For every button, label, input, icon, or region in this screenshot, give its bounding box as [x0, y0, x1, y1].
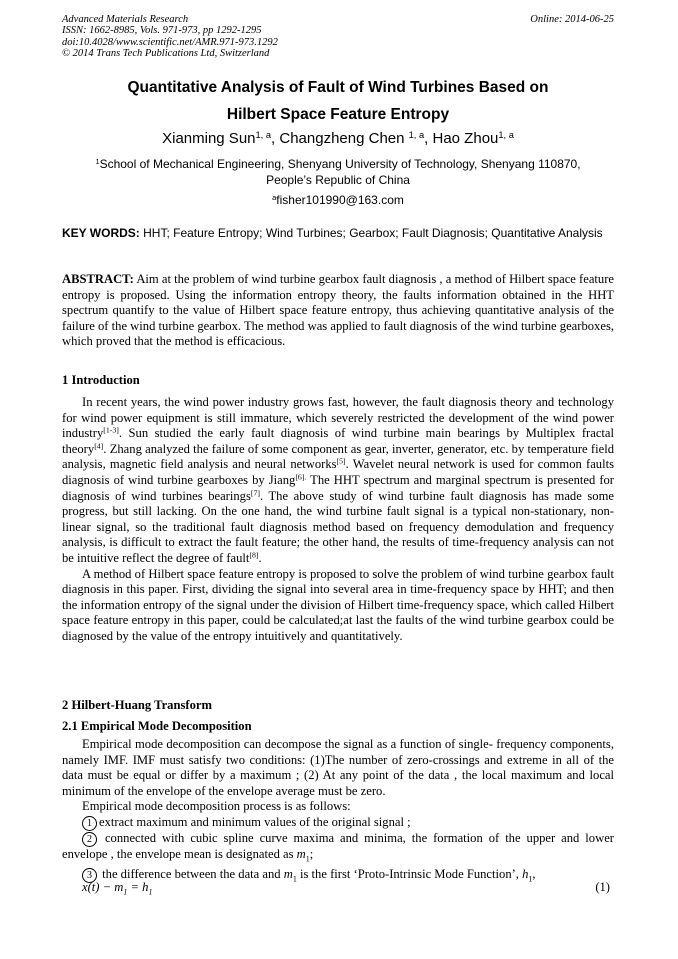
- journal-name: Advanced Materials Research: [62, 14, 189, 25]
- keywords: [62, 226, 614, 241]
- author-name: Changzheng Chen: [279, 130, 409, 147]
- emd-paragraph: Empirical mode decomposition can decompose the signal as a function of single- frequency components, namely IMF. IMF must satisfy two conditions: (1)The number of zero-crossings and extreme in all of the data must be equal or differ by a maximum ; (2) At any point of the data , the local maximum and local minimum of the envelope of the envelope average must be zero.: [62, 737, 614, 798]
- online-date: Online: 2014-06-25: [530, 14, 614, 25]
- author-name: Xianming Sun: [162, 130, 256, 147]
- section-2-body: [62, 737, 614, 887]
- author-list: [62, 130, 614, 147]
- citation: [1-3]: [103, 425, 119, 435]
- math-subscript: 1: [305, 854, 310, 864]
- text-run: . Sun studied the early fault diagnosis of wind turbine main bearings by Multiplex fractal theory: [62, 426, 614, 456]
- emd-steps: [62, 815, 614, 887]
- abstract-text: Aim at the problem of wind turbine gearbox fault diagnosis , a method of Hilbert space feature entropy is proposed. Using the information entropy theory, the faults information obtained in the HHT spectrum quantify to the value of Hilbert space feature entropy, thus achieving quantitative analysis of the failure of the wind turbine gearbox. The method was applied to fault diagnosis of the wind turbine gearboxes, which proved that the method is efficacious.: [62, 272, 614, 349]
- journal-header: [62, 14, 614, 60]
- author-separator: ,: [424, 130, 433, 147]
- keywords-text: HHT; Feature Entropy; Wind Turbines; Gearbox; Fault Diagnosis; Quantitative Analysis: [139, 226, 603, 240]
- text-run: . Wavelet neural network is used for common faults diagnosis of wind turbine gearboxes by Jiang: [62, 457, 614, 487]
- abstract-label: ABSTRACT:: [62, 272, 134, 286]
- affiliation-line2: People’s Republic of China: [266, 173, 410, 187]
- citation: [7]: [250, 488, 260, 498]
- equation-number: (1): [595, 880, 610, 894]
- text-run: The HHT spectrum and marginal spectrum is presented for diagnosis of wind turbines bearings: [62, 472, 615, 503]
- copyright-line: © 2014 Trans Tech Publications Ltd, Switzerland: [62, 48, 270, 60]
- affiliation-line1: School of Mechanical Engineering, Shenyang University of Technology, Shenyang 110870,: [99, 157, 581, 171]
- author-name: Hao Zhou: [432, 130, 499, 147]
- affiliation-mark: 1: [95, 156, 100, 166]
- step-text: ;: [309, 846, 314, 861]
- step-number-circle: 3: [82, 868, 97, 883]
- equation-body: $x(t) - m_1 = h_1$: [82, 880, 153, 897]
- issn-line: ISSN: 1662-8985, Vols. 971-973, pp 1292-1295: [62, 25, 262, 37]
- step-text: extract maximum and minimum values of the original signal ;: [99, 814, 411, 829]
- text-run: .: [258, 550, 262, 565]
- paper-title-line1: Quantitative Analysis of Fault of Wind Turbines Based on: [127, 79, 549, 96]
- intro-paragraph-2: A method of Hilbert space feature entropy is proposed to solve the problem of wind turbine gearbox fault diagnosis in this paper. First, dividing the signal into several area in time-frequency space by HHT; and then the information entropy of the signal under the division of Hilbert time-frequency space, which called Hilbert space feature entropy in this paper, could be calculated;at last the faults of the wind turbine gearbox could be diagnosed by the value of the entropy intuitively and quantitatively.: [62, 566, 614, 643]
- emd-process-intro: Empirical mode decomposition process is as follows:: [82, 799, 351, 814]
- step-number-circle: 1: [82, 816, 97, 831]
- author-email: fisher101990@163.com: [276, 193, 404, 207]
- section-1-heading: 1 Introduction: [62, 373, 140, 387]
- equation-1: [62, 880, 614, 897]
- section-1-body: [62, 395, 614, 645]
- paper-title-line2: Hilbert Space Feature Entropy: [226, 106, 450, 123]
- subsection-2-1-heading: 2.1 Empirical Mode Decomposition: [62, 719, 252, 733]
- math-variable: m: [296, 846, 306, 861]
- emd-step: [62, 815, 614, 831]
- keywords-label: KEY WORDS:: [62, 226, 140, 240]
- step-text: ,: [532, 867, 536, 882]
- citation: [6].: [295, 472, 307, 482]
- step-text: connected with cubic spline curve maxima and minima, the formation of the upper and lower envelope , the envelope mean is designated as: [62, 830, 614, 861]
- emd-step: [62, 831, 614, 867]
- abstract: [62, 272, 614, 350]
- author-separator: ,: [271, 130, 280, 147]
- intro-paragraph-1: [62, 395, 614, 567]
- email-mark: a: [272, 192, 277, 202]
- text-run: In recent years, the wind power industry grows fast, however, the fault diagnosis theory and technology for wind power equipment is still immature, which severely restricted the development of the wind power industry: [62, 395, 614, 441]
- citation: [4]: [94, 441, 104, 451]
- author-affiliation-mark: 1, a: [498, 129, 514, 140]
- section-2-heading: 2 Hilbert-Huang Transform: [62, 698, 212, 712]
- citation: [8]: [249, 550, 259, 560]
- affiliation: [62, 156, 614, 188]
- doi-line: doi:10.4028/www.scientific.net/AMR.971-973.1292: [62, 36, 278, 48]
- author-affiliation-mark: 1, a: [255, 129, 272, 140]
- text-run: . The above study of wind turbine fault diagnosis has made some progress, but still lacking. On the one hand, the wind turbine fault signal is a typical non-stationary, non-linear signal, so the traditional fault diagnosis method based on frequency demodulation and frequency analysis, is difficult to extract the fault feature; the other hand, the results of time-frequency analysis can not be intuitive reflect the degree of fault: [62, 488, 614, 565]
- step-text: the difference between the data and: [99, 867, 284, 882]
- text-run: . Zhang analyzed the failure of some component as gear, inverter, generator, etc. by temperature field analysis, magnetic field analysis and neural networks: [62, 441, 614, 472]
- email-line: [62, 192, 614, 208]
- math-variable: h: [522, 867, 529, 882]
- step-text: is the first ‘Proto-Intrinsic Mode Function’,: [296, 867, 523, 882]
- step-number-circle: 2: [82, 832, 97, 847]
- author-affiliation-mark: 1, a: [408, 129, 425, 140]
- math-subscript: 1: [528, 874, 533, 884]
- math-variable: m: [283, 867, 293, 882]
- citation: [5]: [336, 457, 346, 467]
- math-subscript: 1: [292, 874, 297, 884]
